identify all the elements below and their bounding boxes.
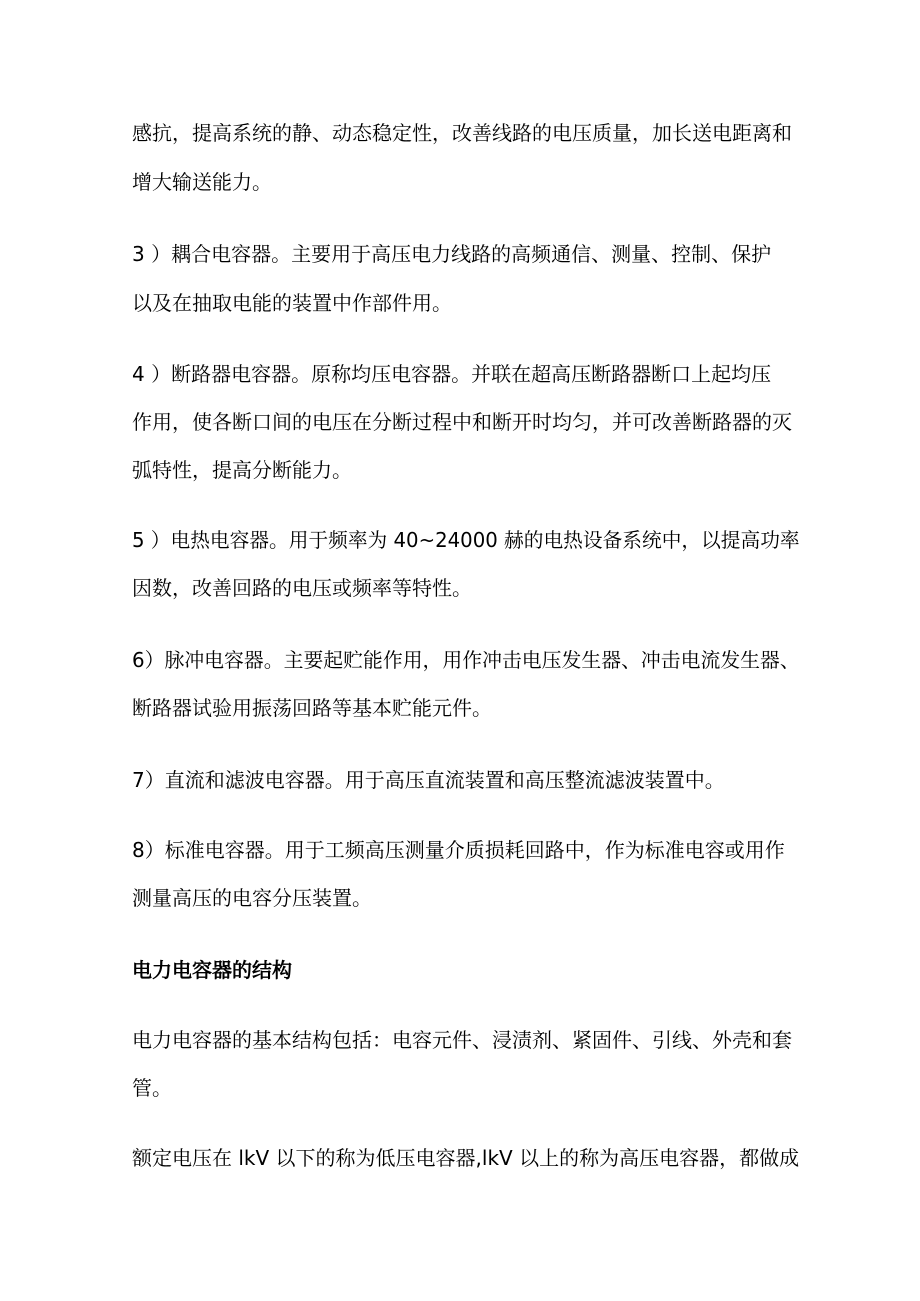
paragraph-line: 7）直流和滤波电容器。用于高压直流装置和高压整流滤波装置中。: [132, 768, 725, 792]
paragraph-line: 电力电容器的基本结构包括：电容元件、浸渍剂、紧固件、引线、外壳和套: [132, 1028, 792, 1052]
paragraph-line: 管。: [132, 1076, 172, 1100]
paragraph-line: 3 ）耦合电容器。主要用于高压电力线路的高频通信、测量、控制、保护: [132, 242, 772, 266]
paragraph-line: 4 ）断路器电容器。原称均压电容器。并联在超高压断路器断口上起均压: [132, 362, 772, 386]
paragraph-line: 作用，使各断口间的电压在分断过程中和断开时均匀，并可改善断路器的灭: [132, 410, 792, 434]
paragraph-line: 断路器试验用振荡回路等基本贮能元件。: [132, 696, 492, 720]
paragraph-line: 以及在抽取电能的装置中作部件用。: [132, 291, 452, 315]
paragraph-line: 6）脉冲电容器。主要起贮能作用，用作冲击电压发生器、冲击电流发生器、: [132, 648, 800, 672]
paragraph-line: 测量高压的电容分压装置。: [132, 886, 372, 910]
section-heading: 电力电容器的结构: [132, 958, 292, 982]
paragraph-line: 感抗，提高系统的静、动态稳定性，改善线路的电压质量，加长送电距离和: [132, 121, 792, 145]
paragraph-line: 因数，改善回路的电压或频率等特性。: [132, 576, 472, 600]
paragraph-line: 5 ）电热电容器。用于频率为 40~24000 赫的电热设备系统中，以提高功率: [132, 528, 800, 552]
paragraph-line: 弧特性，提高分断能力。: [132, 458, 352, 482]
paragraph-line: 增大输送能力。: [132, 170, 272, 194]
paragraph-line: 额定电压在 lkV 以下的称为低压电容器,lkV 以上的称为高压电容器，都做成: [132, 1146, 800, 1170]
paragraph-line: 8）标准电容器。用于工频高压测量介质损耗回路中，作为标准电容或用作: [132, 838, 785, 862]
